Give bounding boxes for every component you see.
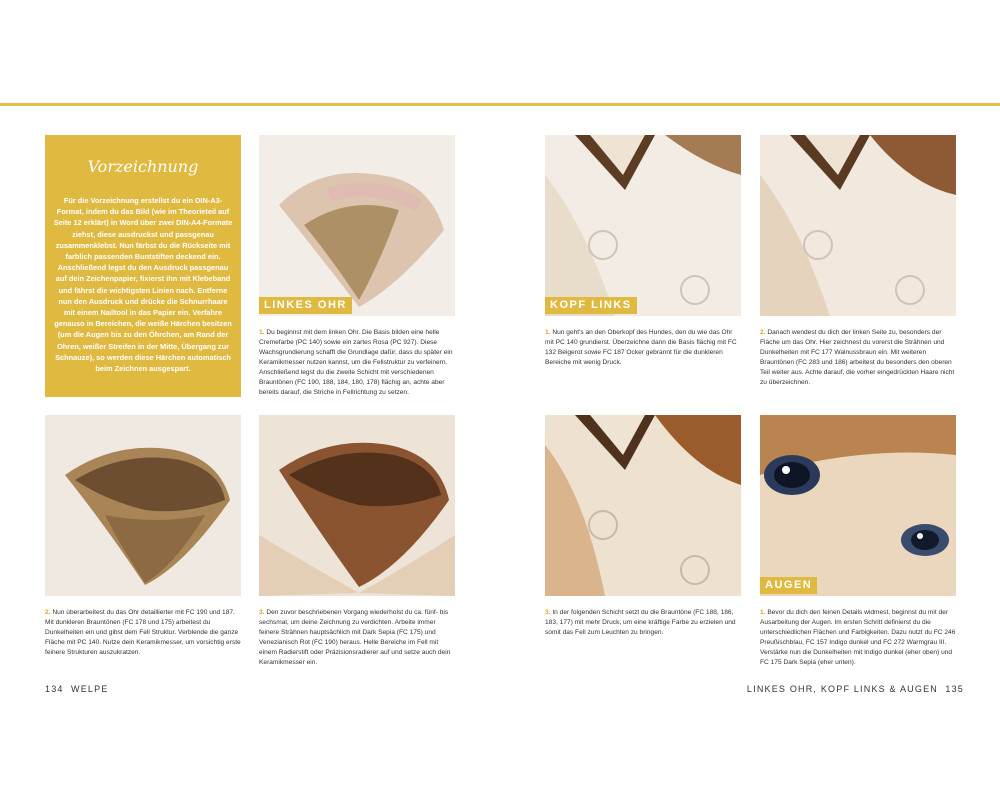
caption-text: Du beginnst mit dem linken Ohr. Die Basis bilden eine helle Cremefarbe (PC 140) sowie ein zartes Rosa (PC 927). Diese Wachsgrundierung schafft die Grundlage dafür, dass du später ein Keramikmesser nutzen kannst, um die Fellstruktur zu verfeinern. Anschließend legst du die zweite Schicht mit verschiedenen Brauntönen (FC 190, 188, 184, 180, 178) flächig an, achte aber bereits darauf, die Striche in Fellrichtung zu setzen. — [259, 329, 453, 396]
caption-ear-3 — [259, 608, 455, 668]
intro-text: Für die Vorzeichnung erstellst du ein DIN-A3-Format, indem du das Bild (wie im Theorieteil auf Seite 12 erklärt) in Word über zwei DIN-A4-Formate ziehst, diese ausdruckst und passgenau zusammenklebst. Nun färbst du die Rückseite mit farblich passenden Buntstiften deckend ein. Anschließend legst du den Ausdruck passgenau auf dein Zeichenpapier, fixierst ihn mit Klebeband und fährst die wichtigsten Linien nach. Entferne nun den Ausdruck und drücke die Schnurrhaare mit einem Nailtool in das Papier ein. Verfahre genauso in Bereichen, die weiße Härchen besitzen (um die Augen bis zu den Öhrchen, am Rand der Ohren, weißer Streifen in der Mitte, Übergang zur Schnauze), so werden diese Härchen automatisch beim Zeichnen ausgespart. — [53, 196, 233, 374]
intro-title: Vorzeichnung — [87, 157, 199, 176]
caption-number: 1. — [545, 329, 551, 336]
photo-ear-step3 — [259, 415, 455, 596]
caption-number: 1. — [259, 329, 265, 336]
section-label-ear: LINKES OHR — [259, 297, 352, 314]
caption-text: In der folgenden Schicht setzt du die Brauntöne (FC 188, 186, 183, 177) mit mehr Druck, um eine kräftige Farbe zu erzielen und somit das Fell zum Leuchten zu bringen. — [545, 609, 736, 636]
caption-text: Nun überarbeitest du das Ohr detaillierter mit FC 190 und 187. Mit dunkleren Brauntönen (FC 178 und 175) arbeitest du Dunkelheiten ein und gibst dem Fell Struktur. Verblende die ganze Fläche mit PC 140. Nutze dein Keramikmesser, um vorsichtig erste feinere Strukturen auszukratzen. — [45, 609, 241, 656]
page-number-right: 135 — [945, 684, 964, 694]
caption-number: 2. — [45, 609, 51, 616]
top-rule — [0, 103, 1000, 106]
photo-ear-step2 — [45, 415, 241, 596]
caption-head-3 — [545, 608, 741, 638]
photo-eyes-step1 — [760, 415, 956, 596]
intro-box — [45, 135, 241, 397]
section-label-head: KOPF LINKS — [545, 297, 637, 314]
photo-head-step2 — [760, 135, 956, 316]
running-title-right: LINKES OHR, KOPF LINKS & AUGEN — [746, 684, 938, 694]
caption-eyes-1 — [760, 608, 956, 668]
caption-number: 3. — [545, 609, 551, 616]
caption-text: Nun geht's an den Oberkopf des Hundes, den du wie das Ohr mit PC 140 grundierst. Überzeichne dann die Basis flächig mit FC 132 Beigerot sowie FC 187 Ocker gebrannt für die dunkleren Bereiche mit wenig Druck. — [545, 329, 737, 366]
running-title-left: WELPE — [71, 684, 109, 694]
caption-number: 1. — [760, 609, 766, 616]
caption-ear-2 — [45, 608, 241, 658]
caption-number: 2. — [760, 329, 766, 336]
photo-head-step1 — [545, 135, 741, 316]
caption-text: Den zuvor beschriebenen Vorgang wiederholst du ca. fünf- bis sechsmal, um deine Zeichnung zu verdichten. Arbeite immer feinere Strähnen hauptsächlich mit Dark Sepia (FC 175) und Venezianisch Rot (FC 190) heraus. Helle Bereiche im Fell mit einem Radierstift oder Präzisionsradierer auf und setze auch dein Keramikmesser ein. — [259, 609, 451, 666]
page-number-left: 134 — [45, 684, 64, 694]
caption-head-2 — [760, 328, 956, 388]
photo-head-step3 — [545, 415, 741, 596]
caption-number: 3. — [259, 609, 265, 616]
footer-right — [747, 684, 964, 694]
caption-text: Bevor du dich den feinen Details widmest, beginnst du mit der Ausarbeitung der Augen. Im ersten Schritt definierst du die unterschiedlichen Flächen und Farbigkeiten. Dazu nutzt du FC 246 Preußischblau, FC 157 Indigo dunkel und FC 272 Warmgrau III. Verstärke nun die Dunkelheiten mit Indigo dunkel (eher oben) und FC 175 Dark Sepia (eher unten). — [760, 609, 956, 666]
photo-ear-step1 — [259, 135, 455, 316]
footer-left — [45, 684, 109, 694]
section-label-eyes: AUGEN — [760, 577, 817, 594]
caption-text: Danach wendest du dich der linken Seite zu, besonders der Fläche um das Ohr. Hier zeichnest du vorerst die Strähnen und Dunkelheiten mit FC 177 Walnussbraun ein. Mit weiteren Brauntönen (FC 283 und 186) arbeitest du besonders den oberen Teil weiter aus. Achte darauf, die vorher eingedrückten Haare nicht zu überzeichnen. — [760, 329, 955, 386]
caption-ear-1 — [259, 328, 455, 398]
caption-head-1 — [545, 328, 741, 368]
